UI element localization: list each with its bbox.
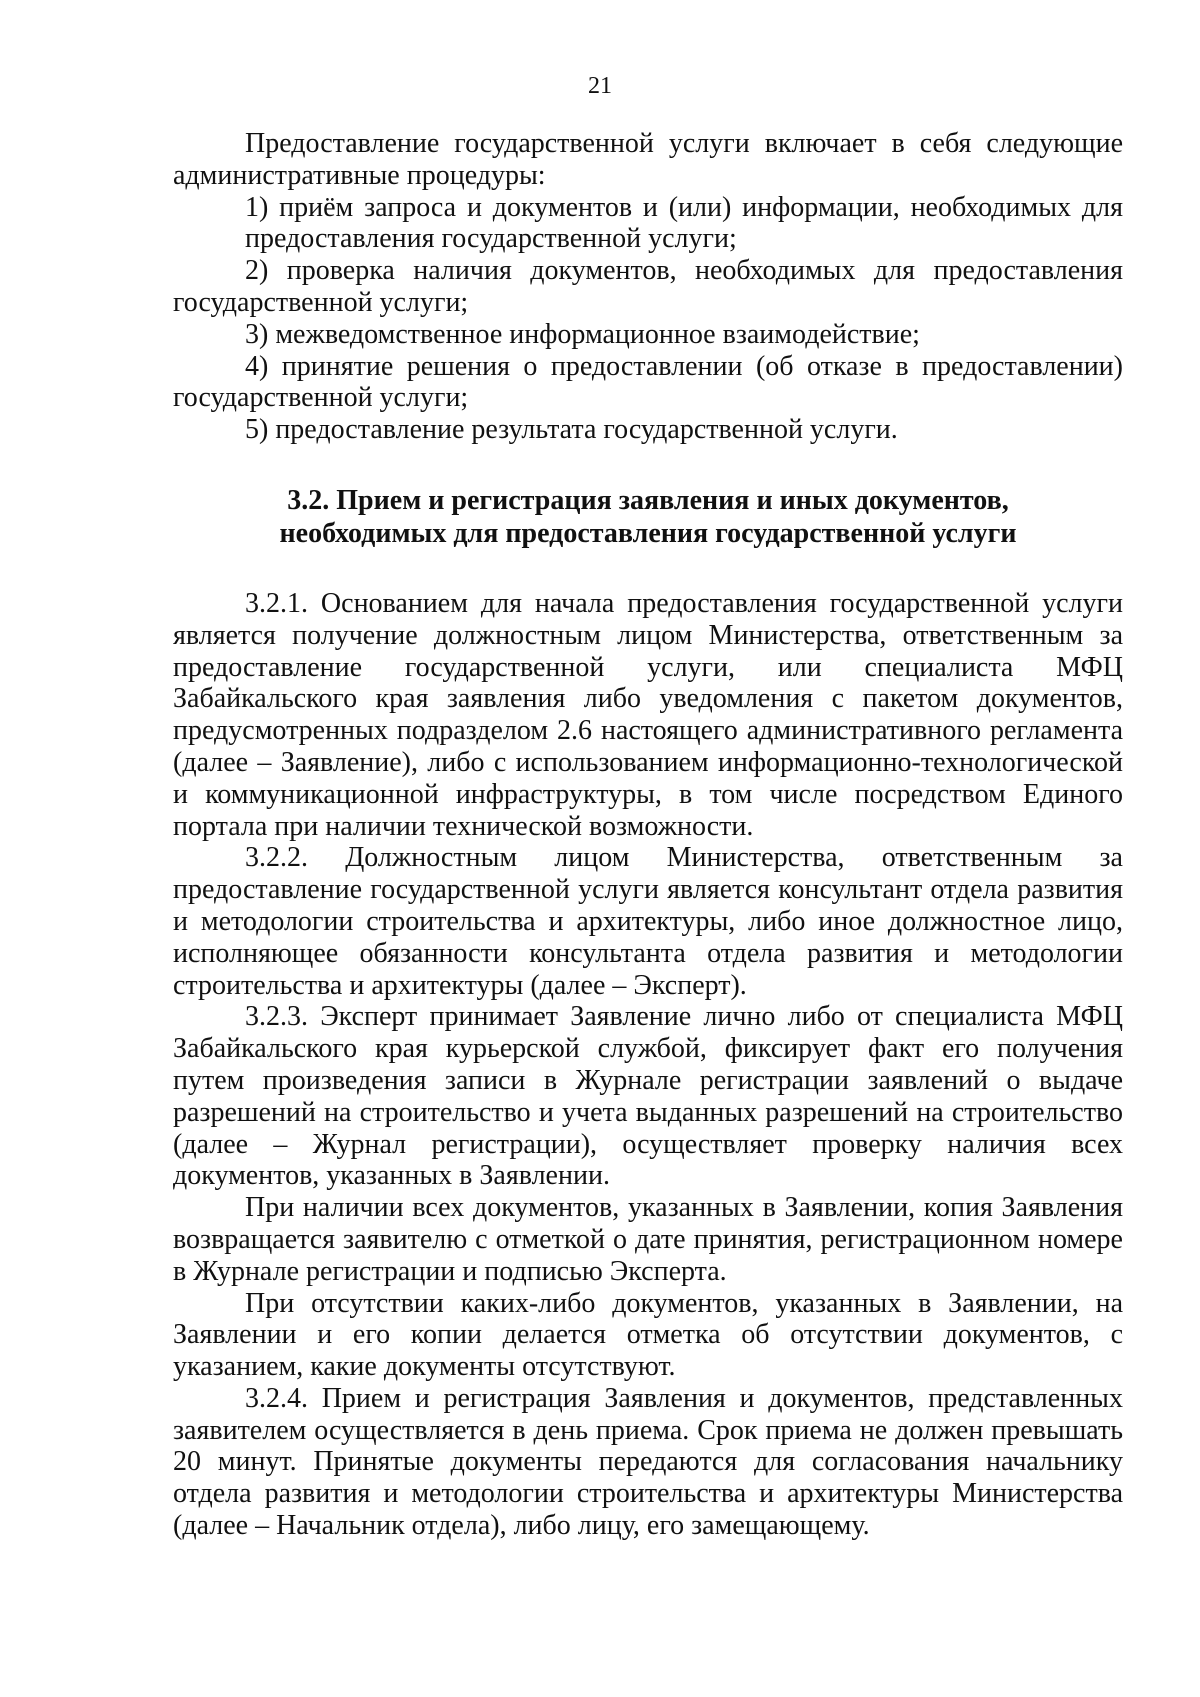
procedure-item-5: 5) предоставление результата государственной услуги.: [245, 414, 898, 446]
section-heading-line-1: 3.2. Прием и регистрация заявления и иных документов,: [287, 484, 1009, 516]
intro-paragraph: Предоставление государственной услуги включает в себя следующие административные процедуры:: [173, 128, 1123, 191]
paragraph-3-2-4: 3.2.4. Прием и регистрация Заявления и документов, представленных заявителем осуществляется в день приема. Срок приема не должен превышать 20 минут. Принятые документы передаются для согласования начальнику отдела развития и методологии строительства и архитектуры Министерства (далее – Начальник отдела), либо лицу, его замещающему.: [173, 1382, 1123, 1542]
procedure-item-1: 1) приём запроса и документов и (или) информации, необходимых для предоставления государственной услуги;: [245, 191, 1123, 255]
paragraph-documents-missing: При отсутствии каких-либо документов, указанных в Заявлении, на Заявлении и его копии делается отметка об отсутствии документов, с указанием, какие документы отсутствуют.: [173, 1287, 1123, 1383]
procedure-item-3: 3) межведомственное информационное взаимодействие;: [245, 318, 920, 350]
section-heading-line-2: необходимых для предоставления государственной услуги: [279, 517, 1017, 549]
procedure-item-4: 4) принятие решения о предоставлении (об отказе в предоставлении) государственной услуги;: [173, 350, 1123, 414]
paragraph-3-2-2: 3.2.2. Должностным лицом Министерства, ответственным за предоставление государственной услуги является консультант отдела развития и методологии строительства и архитектуры, либо иное должностное лицо, исполняющее обязанности консультанта отдела развития и методологии строительства и архитектуры (далее – Эксперт).: [173, 842, 1123, 1001]
page-number: 21: [588, 73, 612, 99]
document-body: [173, 128, 1123, 1542]
paragraph-3-2-3: 3.2.3. Эксперт принимает Заявление лично либо от специалиста МФЦ Забайкальского края курьерской службой, фиксирует факт его получения путем произведения записи в Журнале регистрации заявлений о выдаче разрешений на строительство и учета выданных разрешений на строительство (далее – Журнал регистрации), осуществляет проверку наличия всех документов, указанных в Заявлении.: [173, 1001, 1123, 1192]
procedure-item-2: 2) проверка наличия документов, необходимых для предоставления государственной услуги;: [173, 255, 1123, 318]
paragraph-all-documents-present: При наличии всех документов, указанных в Заявлении, копия Заявления возвращается заявителю с отметкой о дате принятия, регистрационном номере в Журнале регистрации и подписью Эксперта.: [173, 1192, 1123, 1287]
section-heading: [173, 484, 1123, 550]
paragraph-3-2-1: 3.2.1. Основанием для начала предоставления государственной услуги является получение должностным лицом Министерства, ответственным за предоставление государственной услуги, или специалиста МФЦ Забайкальского края заявления либо уведомления с пакетом документов, предусмотренных подразделом 2.6 настоящего административного регламента (далее – Заявление), либо с использованием информационно-технологической и коммуникационной инфраструктуры, в том числе посредством Единого портала при наличии технической возможности.: [173, 587, 1123, 842]
